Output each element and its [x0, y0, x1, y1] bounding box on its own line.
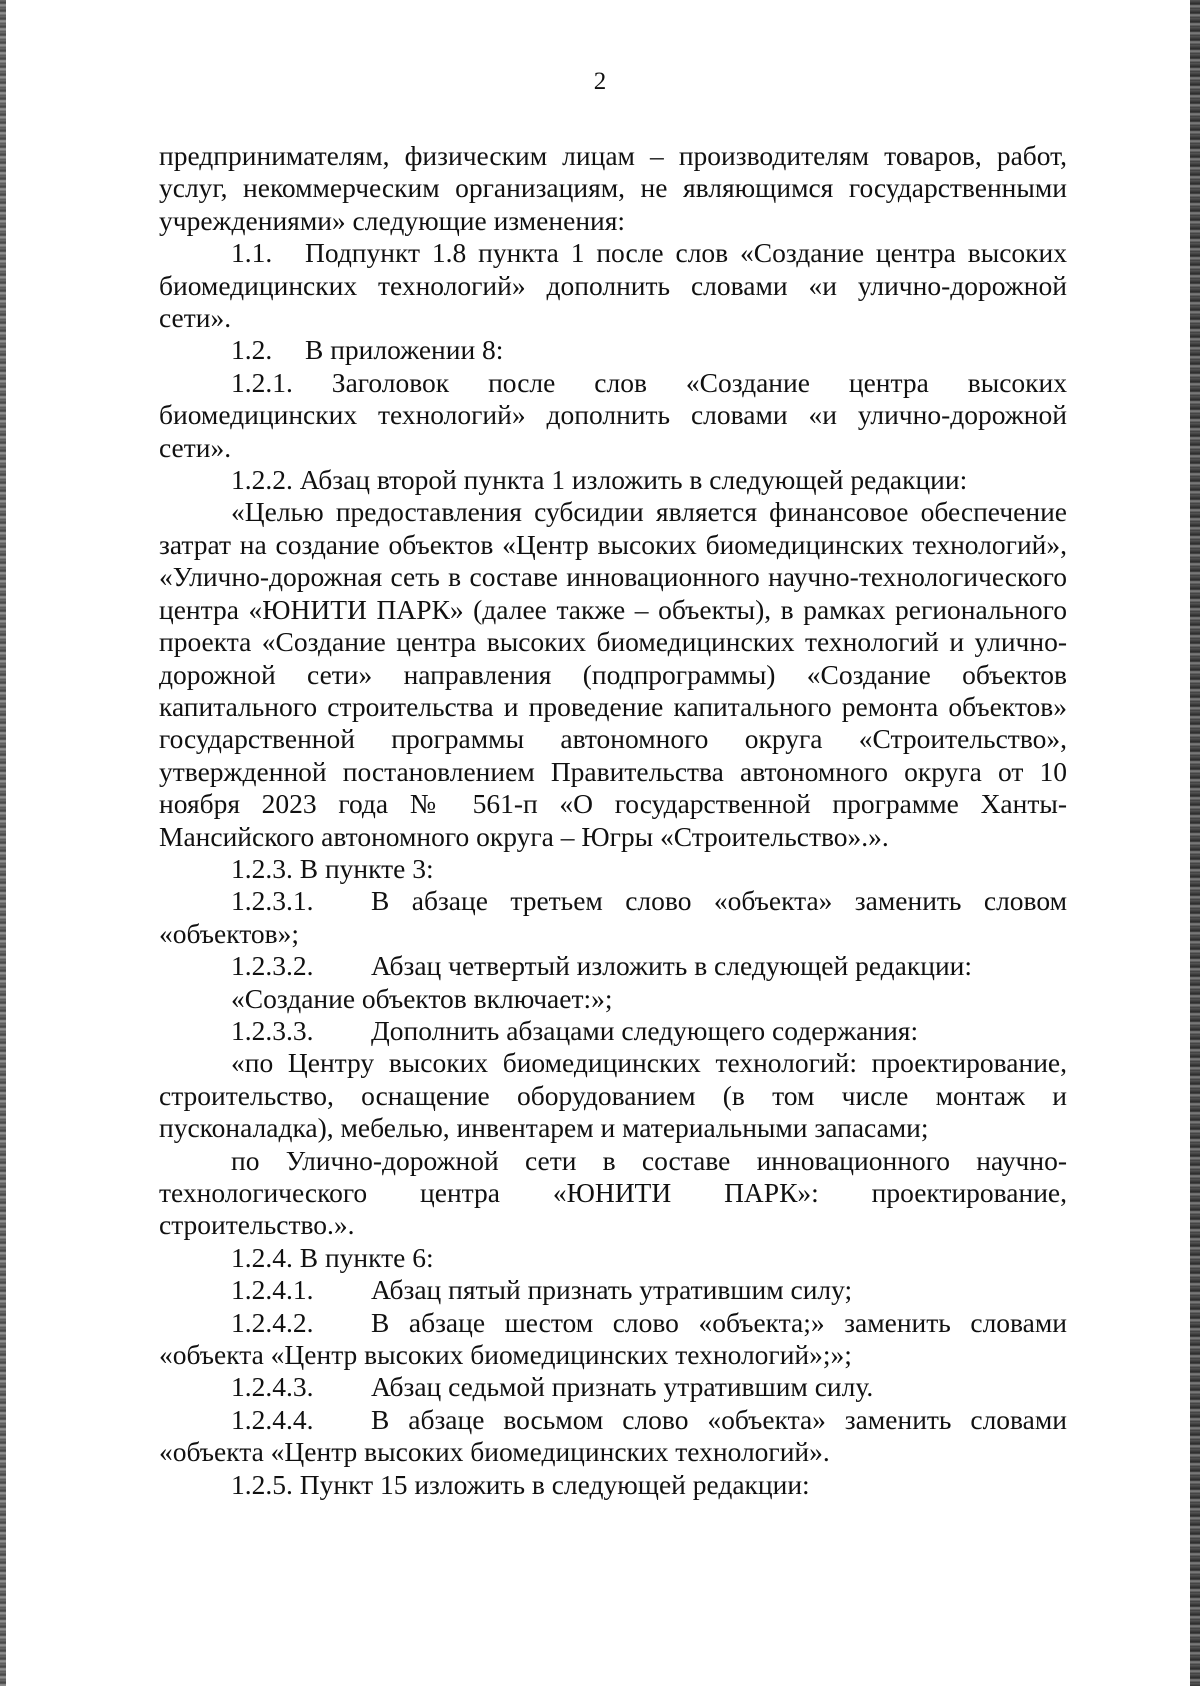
paragraph-1-2-3-1: [159, 885, 1067, 950]
item-number: 1.2.3.3.: [231, 1014, 314, 1046]
paragraph-1-2-3-2: [159, 950, 1067, 982]
item-text: Абзац четвертый изложить в следующей редакции:: [371, 950, 973, 982]
scan-edge-left: [0, 0, 6, 1686]
paragraph-1-2-3-3: [159, 1015, 1067, 1047]
item-text: В приложении 8:: [305, 334, 504, 366]
paragraph-quote-creation: «Создание объектов включает:»;: [231, 982, 613, 1014]
item-number: 1.2.4.2.: [231, 1306, 314, 1338]
item-text: Подпункт 1.8 пункта 1 после слов «Создание центра высоких биомедицинских технологий» дополнить словами «и улично-дорожной сети».: [159, 237, 1067, 334]
item-number: 1.1.: [231, 237, 273, 269]
item-number: 1.2.3.2.: [231, 950, 314, 982]
paragraph-1-2-4-1: [159, 1274, 1067, 1306]
paragraph-1-2-4-3: [159, 1371, 1067, 1403]
scan-edge-right: [1190, 0, 1200, 1686]
item-number: 1.2.4.1.: [231, 1274, 314, 1306]
item-text: Абзац седьмой признать утратившим силу.: [371, 1371, 874, 1403]
paragraph-1-2-4-2: [159, 1307, 1067, 1372]
item-number: 1.2.4.4.: [231, 1403, 314, 1435]
item-text: В абзаце восьмом слово «объекта» заменить словами «объекта «Центр высоких биомедицинских технологий».: [159, 1403, 1067, 1468]
paragraph-1-2-2: 1.2.2. Абзац второй пункта 1 изложить в следующей редакции:: [231, 464, 968, 496]
paragraph-quote-road: по Улично-дорожной сети в составе инновационного научно-технологического центра «ЮНИТИ ПАРК»: проектирование, строительство.».: [159, 1144, 1067, 1241]
page-number: 2: [593, 68, 607, 95]
paragraph-1-2-4: 1.2.4. В пункте 6:: [231, 1241, 434, 1273]
paragraph-1-2-3: 1.2.3. В пункте 3:: [231, 852, 434, 884]
item-text: Абзац пятый признать утратившим силу;: [371, 1274, 853, 1306]
paragraph-quote-center: «по Центру высоких биомедицинских технологий: проектирование, строительство, оснащение оборудованием (в том числе монтаж и пусконаладка), мебелью, инвентарем и материальными запасами;: [159, 1047, 1067, 1144]
item-text: В абзаце третьем слово «объекта» заменить словом «объектов»;: [159, 885, 1067, 949]
paragraph-quote-goal: «Целью предоставления субсидии является финансовое обеспечение затрат на создание объектов «Центр высоких биомедицинских технологий», «Улично-дорожная сеть в составе инновационного научно-технологического центра «ЮНИТИ ПАРК» (далее также – объекты), в рамках регионального проекта «Создание центра высоких биомедицинских технологий и улично-дорожной сети» направления (подпрограммы) «Создание объектов капитального строительства и проведение капитального ремонта объектов» государственной программы автономного округа «Строительство», утвержденной постановлением Правительства автономного округа от 10 ноября 2023 года № 561-п «О государственной программе Ханты-Мансийского автономного округа – Югры «Строительство».».: [159, 496, 1067, 852]
paragraph-1-2-5: 1.2.5. Пункт 15 изложить в следующей редакции:: [231, 1468, 810, 1500]
item-number: 1.2.3.1.: [231, 885, 314, 917]
item-text: В абзаце шестом слово «объекта;» заменить словами «объекта «Центр высоких биомедицинских технологий»;»;: [159, 1306, 1067, 1371]
paragraph-1-2-1: 1.2.1. Заголовок после слов «Создание центра высоких биомедицинских технологий» дополнить словами «и улично-дорожной сети».: [159, 366, 1067, 463]
item-number: 1.2.: [231, 334, 273, 366]
document-body: [159, 140, 1067, 1501]
paragraph-1-2: [159, 334, 1067, 366]
item-number: 1.2.4.3.: [231, 1371, 314, 1403]
paragraph-1-1: [159, 237, 1067, 334]
item-text: Дополнить абзацами следующего содержания:: [371, 1014, 919, 1046]
paragraph-1: предпринимателям, физическим лицам – производителям товаров, работ, услуг, некоммерческим организациям, не являющимся государственными учреждениями» следующие изменения:: [159, 140, 1067, 236]
paragraph-1-2-4-4: [159, 1404, 1067, 1469]
